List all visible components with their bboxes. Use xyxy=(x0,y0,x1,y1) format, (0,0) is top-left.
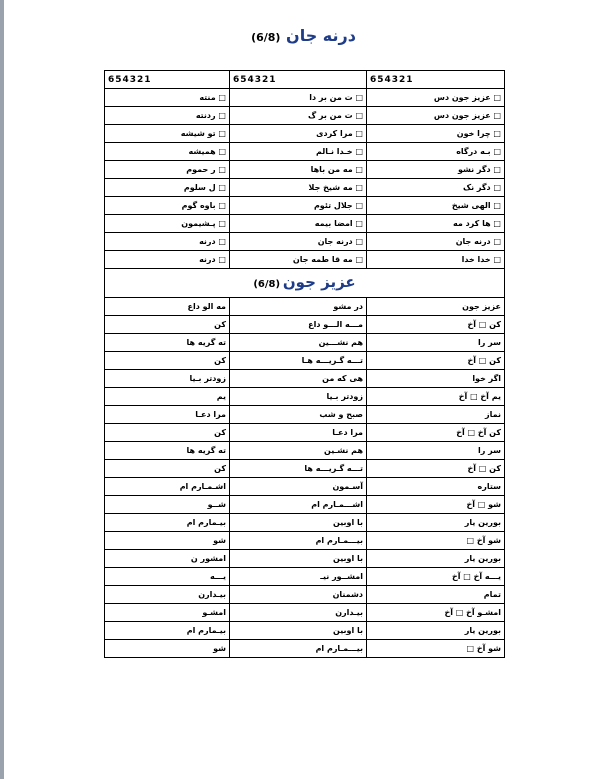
lyric-cell: اگر خوا xyxy=(367,370,505,388)
lyric-row xyxy=(105,460,505,478)
numbers-cell: 654321 xyxy=(105,71,230,89)
option-cell: □ خدا خدا xyxy=(367,251,505,269)
option-row xyxy=(105,125,505,143)
option-cell: □ مرا کردی xyxy=(230,125,367,143)
lyric-row xyxy=(105,496,505,514)
song-table xyxy=(104,70,505,658)
lyric-cell: امشور ن xyxy=(105,550,230,568)
lyric-row xyxy=(105,640,505,658)
lyric-cell: هی که من xyxy=(230,370,367,388)
lyric-row xyxy=(105,424,505,442)
lyric-cell: امشـو آخ □ آخ xyxy=(367,604,505,622)
option-row xyxy=(105,89,505,107)
lyric-cell: زودتر بـیا xyxy=(105,370,230,388)
lyric-row xyxy=(105,478,505,496)
lyric-cell: شو آخ □ xyxy=(367,640,505,658)
left-edge-bar xyxy=(0,0,4,779)
lyric-cell: مـــه الـــو داع xyxy=(230,316,367,334)
option-cell: □ ها کرد مه xyxy=(367,215,505,233)
option-cell: □ بـه درگاه xyxy=(367,143,505,161)
option-cell: □ مه شیخ جلا xyxy=(230,179,367,197)
option-cell: □ درنه جان xyxy=(230,233,367,251)
lyric-cell: اشـمـارم ام xyxy=(105,478,230,496)
option-row xyxy=(105,197,505,215)
lyric-cell: سر را xyxy=(367,442,505,460)
option-cell: □ باوه گوم xyxy=(105,197,230,215)
lyric-row xyxy=(105,316,505,334)
lyric-cell: زودتر بـیا xyxy=(230,388,367,406)
option-cell: □ همیشه xyxy=(105,143,230,161)
lyric-cell: مرا دعـا xyxy=(105,406,230,424)
section-meter: (6/8) xyxy=(253,278,281,290)
option-cell: □ مه قا طمه جان xyxy=(230,251,367,269)
lyric-cell: بورین یار xyxy=(367,550,505,568)
lyric-cell: شــو xyxy=(105,496,230,514)
option-cell: □ ت من بر دا xyxy=(230,89,367,107)
lyric-row xyxy=(105,514,505,532)
option-cell: □ دگر نک xyxy=(367,179,505,197)
lyric-cell: شو □ آخ xyxy=(367,496,505,514)
lyric-cell: بورین یار xyxy=(367,514,505,532)
option-cell: □ عزیز جون دس xyxy=(367,107,505,125)
lyric-cell: با اوبین xyxy=(230,550,367,568)
lyric-cell: هم نشـــین xyxy=(230,334,367,352)
section-row xyxy=(105,269,505,298)
lyric-cell: شو آخ □ xyxy=(367,532,505,550)
lyric-cell: بورین یار xyxy=(367,622,505,640)
page-title-text: درنه جان xyxy=(286,26,356,45)
option-cell: □ الهی شیخ xyxy=(367,197,505,215)
lyric-cell: بیـدارن xyxy=(230,604,367,622)
lyric-cell: دشمنان xyxy=(230,586,367,604)
lyric-row xyxy=(105,586,505,604)
lyric-cell: شو xyxy=(105,532,230,550)
option-cell: □ ردنته xyxy=(105,107,230,125)
lyric-cell: یـــه آخ □ آخ xyxy=(367,568,505,586)
lyric-cell: مه الو داع xyxy=(105,298,230,316)
numbers-row xyxy=(105,71,505,89)
lyric-cell: کن xyxy=(105,460,230,478)
option-cell: □ ر حموم xyxy=(105,161,230,179)
page-title xyxy=(0,26,607,45)
page-title-meter: (6/8) xyxy=(251,31,281,44)
lyric-cell: نماز xyxy=(367,406,505,424)
lyric-cell: اشـــمـارم ام xyxy=(230,496,367,514)
option-cell: □ امضا بیمه xyxy=(230,215,367,233)
lyric-cell: عزیز جون xyxy=(367,298,505,316)
lyric-row xyxy=(105,532,505,550)
option-cell: □ چرا خون xyxy=(367,125,505,143)
lyric-cell: ستاره xyxy=(367,478,505,496)
lyric-row xyxy=(105,406,505,424)
lyric-cell: کن □ آخ xyxy=(367,460,505,478)
option-cell: □ درنه xyxy=(105,251,230,269)
lyric-row xyxy=(105,604,505,622)
lyric-cell: بیـمارم ام xyxy=(105,514,230,532)
option-cell: □ درنه جان xyxy=(367,233,505,251)
option-cell: □ عزیز جون دس xyxy=(367,89,505,107)
lyric-cell: یـــه xyxy=(105,568,230,586)
option-row xyxy=(105,251,505,269)
numbers-cell: 654321 xyxy=(230,71,367,89)
option-cell: □ تو شیشه xyxy=(105,125,230,143)
lyric-cell: ته گریه ها xyxy=(105,442,230,460)
lyric-cell: تمام xyxy=(367,586,505,604)
lyric-row xyxy=(105,370,505,388)
lyric-cell: بیـمارم ام xyxy=(105,622,230,640)
option-cell: □ منته xyxy=(105,89,230,107)
option-cell: □ پـشیمون xyxy=(105,215,230,233)
lyric-cell: صبح و شب xyxy=(230,406,367,424)
option-cell: □ خـدا نـالم xyxy=(230,143,367,161)
lyric-cell: شو xyxy=(105,640,230,658)
lyric-cell: با اوبین xyxy=(230,622,367,640)
section-title-cell xyxy=(105,269,505,298)
option-row xyxy=(105,107,505,125)
lyric-row xyxy=(105,352,505,370)
lyric-cell: کن □ آخ xyxy=(367,316,505,334)
lyric-row xyxy=(105,442,505,460)
lyric-cell: در مشو xyxy=(230,298,367,316)
option-cell: □ ل سلوم xyxy=(105,179,230,197)
lyric-cell: تـــه گـریـــه هـا xyxy=(230,352,367,370)
lyric-cell: آسـمون xyxy=(230,478,367,496)
lyric-cell: ته گریه ها xyxy=(105,334,230,352)
numbers-cell: 654321 xyxy=(367,71,505,89)
lyric-row xyxy=(105,334,505,352)
lyric-row xyxy=(105,622,505,640)
lyric-cell: با اوبین xyxy=(230,514,367,532)
option-cell: □ درنه xyxy=(105,233,230,251)
option-row xyxy=(105,233,505,251)
lyric-row xyxy=(105,568,505,586)
lyric-cell: کن □ آخ xyxy=(367,352,505,370)
option-row xyxy=(105,143,505,161)
lyric-cell: تـــه گـریـــه ها xyxy=(230,460,367,478)
lyric-row xyxy=(105,550,505,568)
lyric-row xyxy=(105,298,505,316)
lyric-cell: کن xyxy=(105,424,230,442)
option-row xyxy=(105,161,505,179)
lyric-cell: سر را xyxy=(367,334,505,352)
lyric-cell: کن xyxy=(105,316,230,334)
lyric-cell: بیـــمـارم ام xyxy=(230,640,367,658)
option-cell: □ دگر نشو xyxy=(367,161,505,179)
lyric-cell: مرا دعـا xyxy=(230,424,367,442)
section-title: عزیز جون xyxy=(282,272,356,291)
lyric-cell: بیـــمـارم ام xyxy=(230,532,367,550)
lyric-cell: هم نشـین xyxy=(230,442,367,460)
option-cell: □ مه من باها xyxy=(230,161,367,179)
lyric-cell: امشــور نیـ xyxy=(230,568,367,586)
lyric-cell: یم xyxy=(105,388,230,406)
lyric-cell: امشـو xyxy=(105,604,230,622)
lyric-cell: یم آخ □ آخ xyxy=(367,388,505,406)
lyric-cell: بیـدارن xyxy=(105,586,230,604)
option-cell: □ ت من بر گ xyxy=(230,107,367,125)
option-row xyxy=(105,179,505,197)
option-row xyxy=(105,215,505,233)
lyric-row xyxy=(105,388,505,406)
lyric-cell: کن آخ □ آخ xyxy=(367,424,505,442)
lyric-cell: کن xyxy=(105,352,230,370)
option-cell: □ جلال تئوم xyxy=(230,197,367,215)
